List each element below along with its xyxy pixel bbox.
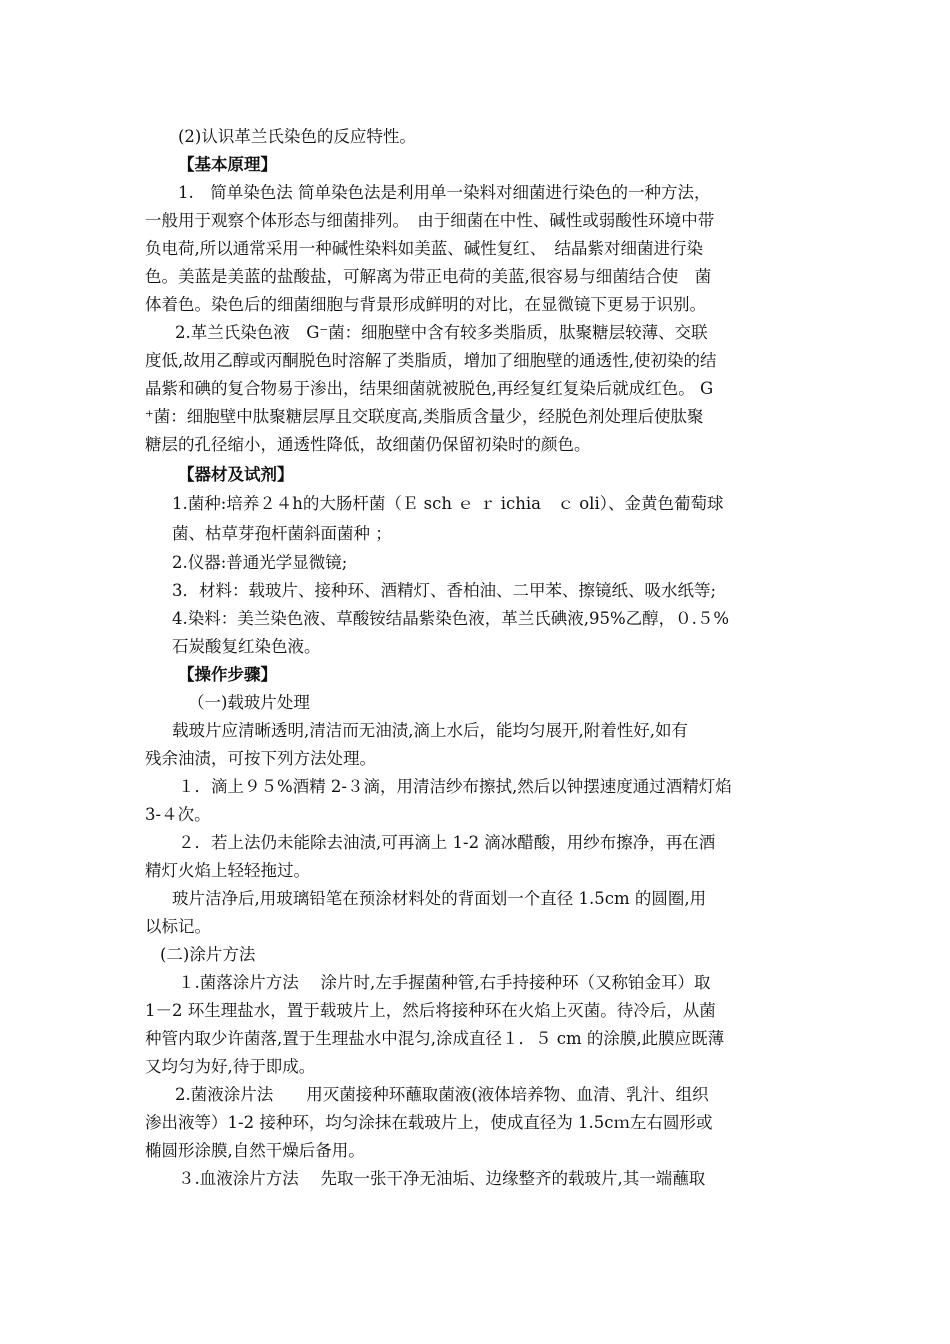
paragraph-line: 以标记。 bbox=[145, 917, 211, 936]
subsection-heading: (二)涂片方法 bbox=[160, 945, 256, 964]
paragraph-line: 体着色。染色后的细菌细胞与背景形成鲜明的对比，在显微镜下更易于识别。 bbox=[145, 295, 706, 314]
objective-line: (2)认识革兰氏染色的反应特性。 bbox=[178, 127, 416, 146]
paragraph-line: 又均匀为好,待于即成。 bbox=[145, 1057, 316, 1076]
paragraph-line: 色。美蓝是美蓝的盐酸盐，可解离为带正电荷的美蓝,很容易与细菌结合使 菌 bbox=[145, 267, 712, 286]
paragraph-line: １．滴上９５%酒精 2-３滴，用清洁纱布擦拭,然后以钟摆速度通过酒精灯焰 bbox=[178, 777, 732, 796]
paragraph-line: 3-４次。 bbox=[145, 805, 211, 824]
paragraph-line: ３.血液涂片方法 先取一张干净无油垢、边缘整齐的载玻片,其一端蘸取 bbox=[178, 1169, 706, 1188]
list-item: 4.染料：美兰染色液、草酸铵结晶紫染色液，革兰氏碘液,95%乙醇，０.５% bbox=[172, 609, 730, 628]
paragraph-line: １.菌落涂片方法 涂片时,左手握菌种管,右手持接种环（又称铂金耳）取 bbox=[178, 973, 711, 992]
paragraph-line: 2.革兰氏染色液 G⁻菌：细胞壁中含有较多类脂质，肽聚糖层较薄、交联 bbox=[175, 323, 708, 342]
paragraph-line: ２．若上法仍未能除去油渍,可再滴上 1-2 滴冰醋酸，用纱布擦净，再在酒 bbox=[178, 833, 716, 852]
paragraph-line: 度低,故用乙醇或丙酮脱色时溶解了类脂质，增加了细胞壁的通透性,使初染的结 bbox=[145, 351, 717, 370]
paragraph-line: 一般用于观察个体形态与细菌排列。 由于细菌在中性、碱性或弱酸性环境中带 bbox=[145, 211, 715, 230]
subsection-heading: （一)载玻片处理 bbox=[188, 693, 310, 712]
list-item-continuation: 菌、枯草芽孢杆菌斜面菌种 ； bbox=[172, 524, 392, 543]
paragraph-line: 椭圆形涂膜,自然干燥后备用。 bbox=[145, 1141, 365, 1160]
section-heading-procedure: 【操作步骤】 bbox=[178, 665, 277, 684]
paragraph-line: ⁺菌：细胞壁中肽聚糖层厚且交联度高,类脂质含量少，经脱色剂处理后使肽聚 bbox=[145, 407, 704, 426]
paragraph-line: 渗出液等）1-2 接种环，均匀涂抹在载玻片上，使成直径为 1.5cｍ左右圆形或 bbox=[145, 1113, 713, 1132]
section-heading-materials: 【器材及试剂】 bbox=[178, 465, 294, 484]
paragraph-line: 玻片洁净后,用玻璃铅笔在预涂材料处的背面划一个直径 1.5cm 的圆圈,用 bbox=[172, 889, 707, 908]
paragraph-line: 1－2 环生理盐水，置于载玻片上，然后将接种环在火焰上灭菌。待冷后，从菌 bbox=[145, 1001, 716, 1020]
paragraph-line: 种管内取少许菌落,置于生理盐水中混匀,涂成直径１．５ cm 的涂膜,此膜应既薄 bbox=[145, 1029, 725, 1048]
list-item-continuation: 石炭酸复红染色液。 bbox=[172, 637, 321, 656]
paragraph-line: 负电荷,所以通常采用一种碱性染料如美蓝、碱性复红、 结晶紫对细菌进行染 bbox=[145, 239, 703, 258]
list-item: 3．材料：载玻片、接种环、酒精灯、香柏油、二甲苯、擦镜纸、吸水纸等; bbox=[172, 581, 717, 600]
paragraph-line: 1. 简单染色法 简单染色法是利用单一染料对细菌进行染色的一种方法， bbox=[178, 183, 711, 202]
list-item: 2.仪器:普通光学显微镜; bbox=[172, 553, 348, 572]
paragraph-line: 残余油渍，可按下列方法处理。 bbox=[145, 749, 376, 768]
section-heading-principle: 【基本原理】 bbox=[178, 155, 277, 174]
paragraph-line: 晶紫和碘的复合物易于渗出，结果细菌就被脱色,再经复红复染后就成红色。 G bbox=[145, 379, 714, 398]
list-item: 1.菌种:培养２４h的大肠杆菌（Ｅ sch ｅ ｒ ichia ｃ oli）、金黄色葡萄球 bbox=[172, 494, 724, 513]
paragraph-line: 糖层的孔径缩小，通透性降低，故细菌仍保留初染时的颜色。 bbox=[145, 435, 591, 454]
paragraph-line: 2.菌液涂片法 用灭菌接种环蘸取菌液(液体培养物、血清、乳汁、组织 bbox=[175, 1085, 709, 1104]
paragraph-line: 精灯火焰上轻轻拖过。 bbox=[145, 861, 310, 880]
paragraph-line: 载玻片应清晰透明,清洁而无油渍,滴上水后，能均匀展开,附着性好,如有 bbox=[172, 721, 688, 740]
